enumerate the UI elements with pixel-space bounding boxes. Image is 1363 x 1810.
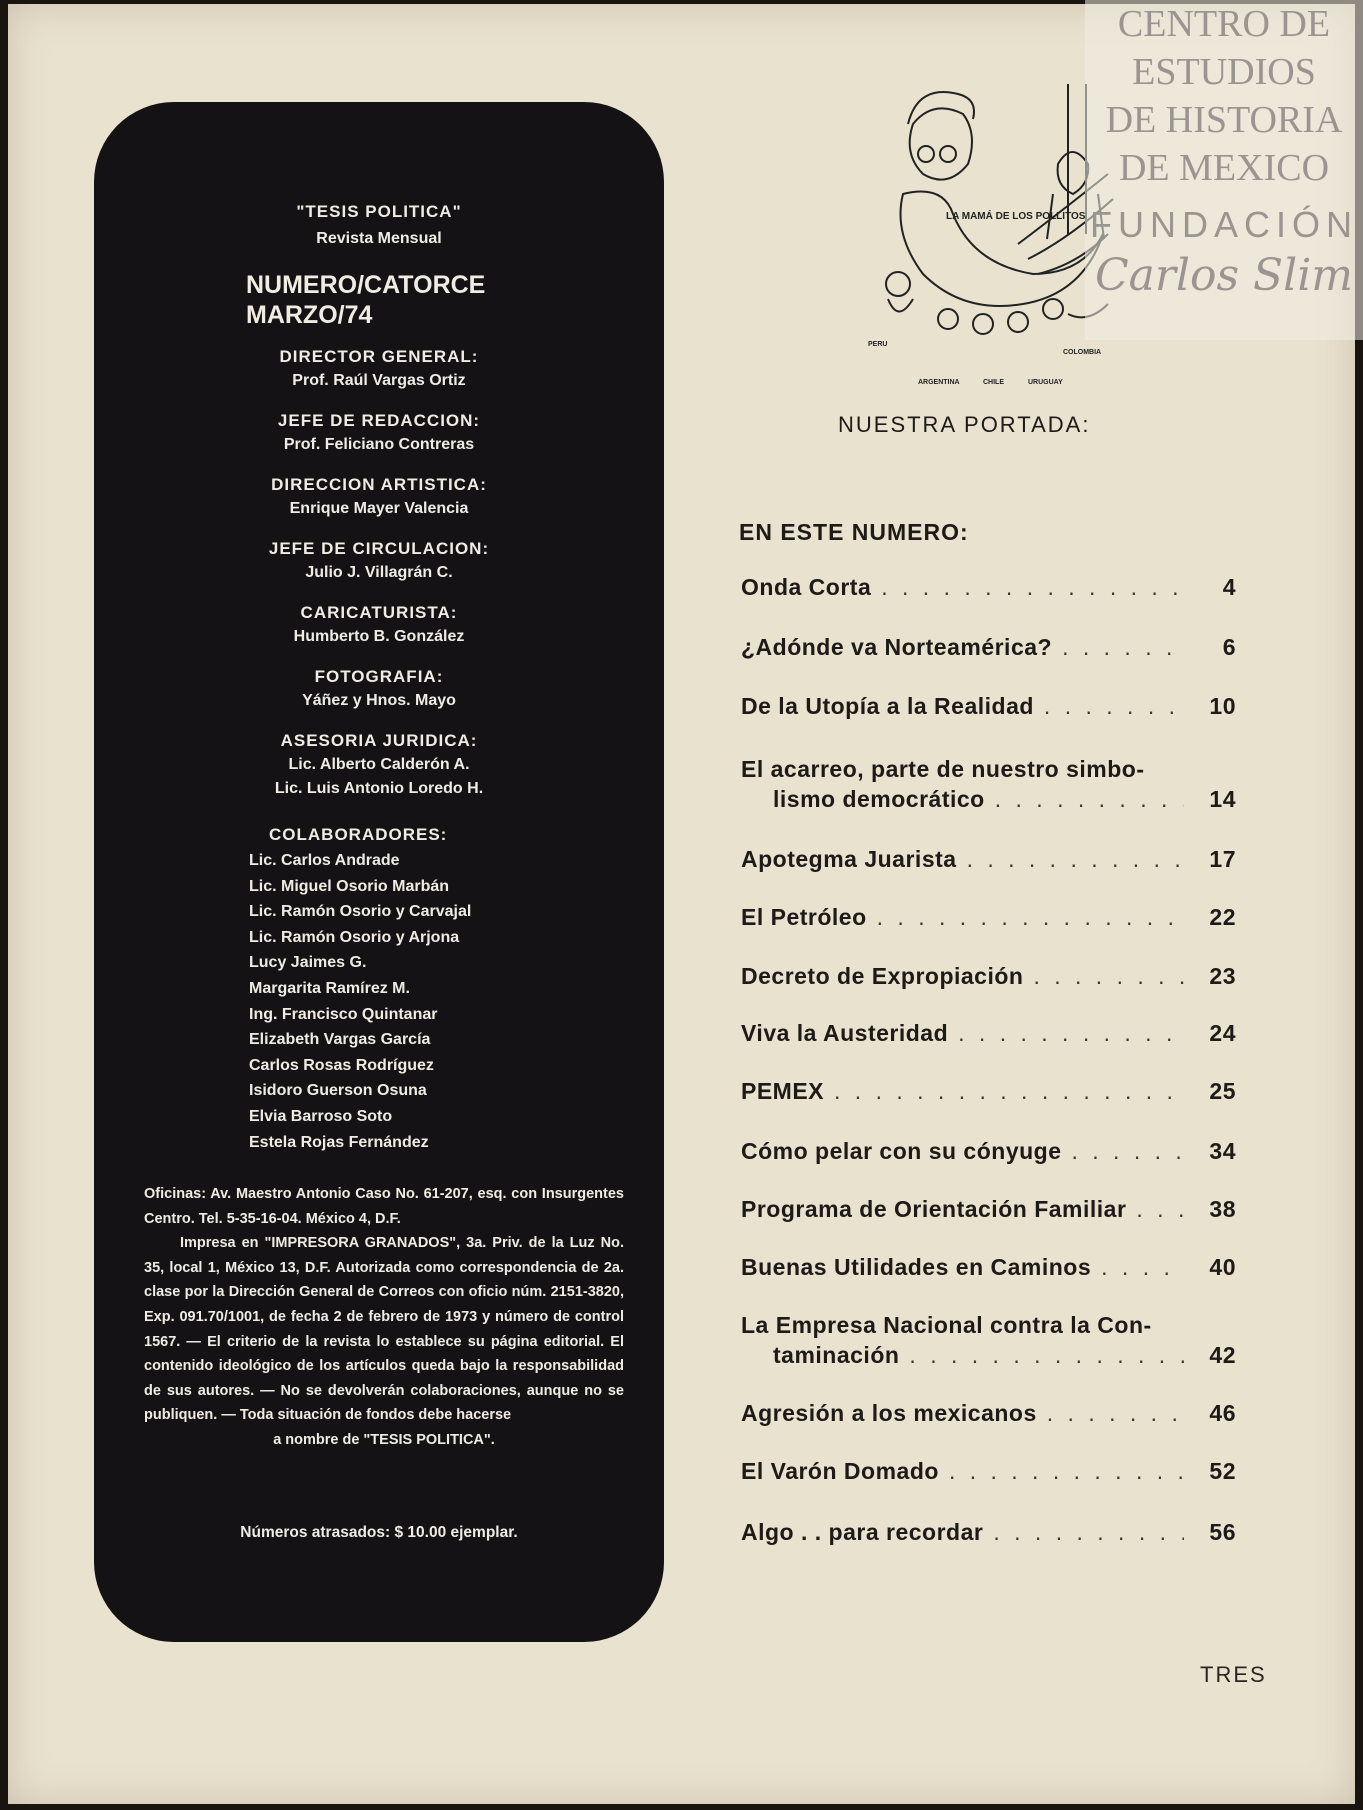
toc-entry-title-continued: lismo democrático (773, 786, 985, 812)
toc-entry-title: De la Utopía a la Realidad (741, 693, 1034, 719)
toc-leader (993, 1519, 1184, 1546)
toc-entry-title: Apotegma Juarista (741, 846, 957, 872)
collaborator-name: Lucy Jaimes G. (249, 954, 367, 972)
collaborator-name: Ing. Francisco Quintanar (249, 1005, 438, 1023)
toc-entry-title: El Petróleo (741, 904, 867, 930)
toc-entry-title: El Varón Domado (741, 1458, 939, 1484)
toc-entry-page: 4 (1222, 574, 1236, 600)
staff-name: Humberto B. González (293, 628, 465, 645)
toc-entry-title: Buenas Utilidades en Caminos (741, 1254, 1092, 1280)
collaborators-list (249, 822, 471, 1155)
watermark-line: DE HISTORIA (1105, 99, 1343, 141)
toc-entry-page: 56 (1209, 1519, 1236, 1545)
staff-role: JEFE DE REDACCION: (277, 411, 481, 430)
toc-entry-title: Algo . . para recordar (741, 1519, 984, 1545)
toc-entry-title-continued: taminación (773, 1342, 900, 1368)
staff-role: DIRECTOR GENERAL: (279, 347, 479, 366)
collaborator-name: Lic. Ramón Osorio y Carvajal (249, 903, 472, 921)
staff-name: Julio J. Villagrán C. (305, 564, 453, 581)
toc-entry[interactable] (741, 846, 1236, 876)
toc-entry-page: 40 (1209, 1254, 1236, 1280)
collaborator-name: Isidoro Guerson Osuna (249, 1082, 427, 1100)
toc-leader (877, 904, 1184, 931)
toc-entry[interactable] (741, 756, 1236, 816)
watermark-foundation: FUNDACIÓN (1090, 204, 1358, 245)
staff-name: Enrique Mayer Valencia (289, 500, 469, 517)
toc-entry-page: 17 (1209, 846, 1236, 872)
collaborator-name: Estela Rojas Fernández (249, 1133, 429, 1151)
toc-entry-page: 10 (1209, 693, 1236, 719)
staff-role: JEFE DE CIRCULACION: (268, 539, 490, 558)
collaborator-name: Lic. Carlos Andrade (249, 852, 400, 869)
toc-entry[interactable] (741, 1458, 1236, 1488)
watermark-signature: Carlos Slim (1094, 250, 1354, 301)
toc-entry[interactable] (741, 1400, 1236, 1430)
collaborator-name: Elvia Barroso Soto (249, 1107, 393, 1125)
toc-entry-page: 42 (1209, 1342, 1236, 1368)
toc-entry-title: PEMEX (741, 1078, 825, 1104)
staff-role: CARICATURISTA: (300, 603, 458, 622)
toc-entry-page: 23 (1209, 963, 1236, 989)
collaborator-name: Elizabeth Vargas García (249, 1031, 431, 1049)
toc-entry-title: Viva la Austeridad (741, 1020, 949, 1046)
toc-entry[interactable] (741, 634, 1236, 664)
collaborators-title: COLABORADORES: (269, 825, 448, 844)
toc-entry[interactable] (741, 963, 1236, 993)
toc-leader (1062, 634, 1184, 661)
cartoon-caption: URUGUAY (1028, 379, 1063, 386)
staff-name: Yáñez y Hnos. Mayo (302, 692, 456, 709)
legal-funds: a nombre de "TESIS POLITICA". (273, 1431, 495, 1448)
collaborator-name: Lic. Ramón Osorio y Arjona (249, 928, 460, 946)
toc-entry[interactable] (741, 574, 1236, 604)
toc-entry-page: 24 (1209, 1020, 1236, 1046)
toc-entry[interactable] (741, 1312, 1236, 1372)
issue-info (246, 270, 485, 330)
archive-watermark (1085, 0, 1363, 340)
toc-leader (834, 1078, 1184, 1105)
toc-entry-title: La Empresa Nacional contra la Con- (741, 1312, 1152, 1338)
toc-entry[interactable] (741, 1020, 1236, 1050)
toc-entry-page: 6 (1222, 634, 1236, 660)
cartoon-caption: PERU (868, 341, 888, 348)
cartoon-caption: CHILE (983, 379, 1004, 386)
staff-role: ASESORIA JURIDICA: (280, 731, 478, 750)
toc-entry-title: Programa de Orientación Familiar (741, 1196, 1127, 1222)
toc-leader (1033, 963, 1184, 990)
toc-entry-page: 25 (1209, 1078, 1236, 1104)
cartoon-caption: COLOMBIA (1063, 349, 1102, 356)
toc-entry-title: Decreto de Expropiación (741, 963, 1024, 989)
toc-entry-page: 34 (1209, 1138, 1236, 1164)
legal-printing: Impresa en "IMPRESORA GRANADOS", 3a. Priv. de la Luz No. 35, local 1, México 13, D.F. Autorizada como correspondencia de 2a. clase por la Dirección General de Correos con oficio núm. 2151-3820, Exp. 091.70/1001, de fecha 2 de febrero de 1973 y número de control 1567. — El criterio de la revista lo establece su página editorial. El contenido ideológico de los artículos queda bajo la responsabilidad de sus autores. — No se devolverán colaboraciones, aunque no se publiquen. — Toda situación de fondos debe hacerse (144, 1235, 624, 1424)
page-number-word: TRES (1200, 1662, 1267, 1687)
toc-leader (1047, 1400, 1184, 1427)
toc-leader (1044, 693, 1184, 720)
magazine-title: "TESIS POLITICA" (296, 202, 462, 221)
staff-name: Prof. Raúl Vargas Ortiz (292, 372, 466, 389)
toc-entry[interactable] (741, 1138, 1236, 1168)
toc-entry-title: ¿Adónde va Norteamérica? (741, 634, 1053, 660)
toc-entry-page: 46 (1209, 1400, 1236, 1426)
toc-entry[interactable] (741, 693, 1236, 723)
toc-leader (949, 1458, 1184, 1485)
toc-entry-page: 38 (1209, 1196, 1236, 1222)
legal-offices: Oficinas: Av. Maestro Antonio Caso No. 61-207, esq. con Insurgentes Centro. Tel. 5-35-16-04. México 4, D.F. (144, 1186, 624, 1227)
toc-leader (909, 1342, 1184, 1369)
cover-label: NUESTRA PORTADA: (838, 412, 1091, 437)
toc-entry[interactable] (741, 1078, 1236, 1108)
staff-name: Prof. Feliciano Contreras (283, 436, 475, 453)
collaborator-name: Margarita Ramírez M. (249, 979, 410, 997)
collaborator-name: Carlos Rosas Rodríguez (249, 1056, 434, 1074)
toc-entry-title: Onda Corta (741, 574, 872, 600)
toc-leader (1101, 1254, 1184, 1281)
toc-leader (958, 1020, 1184, 1047)
toc-leader (1136, 1196, 1184, 1223)
toc-entry-page: 14 (1209, 786, 1236, 812)
watermark-line: CENTRO DE (1117, 3, 1331, 45)
issue-date: MARZO/74 (246, 301, 373, 329)
toc-entry-title: El acarreo, parte de nuestro simbo- (741, 756, 1145, 782)
toc-entry[interactable] (741, 1196, 1236, 1226)
toc-leader (967, 846, 1184, 873)
toc-leader (1072, 1138, 1185, 1165)
toc-entry-title: Cómo pelar con su cónyuge (741, 1138, 1062, 1164)
staff-name: Lic. Alberto Calderón A. (288, 756, 470, 773)
toc-entry-page: 52 (1209, 1458, 1236, 1484)
issue-number: NUMERO/CATORCE (246, 271, 486, 299)
masthead-panel (94, 102, 664, 1642)
staff-role: FOTOGRAFIA: (314, 667, 444, 686)
watermark-line: DE MEXICO (1118, 147, 1330, 189)
toc-entry-title: Agresión a los mexicanos (741, 1400, 1037, 1426)
legal-notice (144, 1182, 624, 1453)
toc-entry-page: 22 (1209, 904, 1236, 930)
collaborator-name: Lic. Miguel Osorio Marbán (249, 877, 450, 895)
toc-leader (881, 574, 1184, 601)
cartoon-caption: ARGENTINA (918, 379, 960, 386)
staff-role: DIRECCION ARTISTICA: (271, 475, 487, 494)
toc-entry[interactable] (741, 1254, 1236, 1284)
toc-leader (995, 786, 1184, 813)
toc-entry[interactable] (741, 904, 1236, 934)
back-issues-price: Números atrasados: $ 10.00 ejemplar. (240, 1524, 518, 1541)
watermark-line: ESTUDIOS (1132, 51, 1316, 93)
toc-entry[interactable] (741, 1519, 1236, 1549)
staff-name: Lic. Luis Antonio Loredo H. (274, 780, 484, 797)
toc-title: EN ESTE NUMERO: (739, 519, 969, 545)
staff-list (94, 345, 664, 801)
cartoon-caption: LA MAMÁ DE LOS POLLITOS (946, 211, 1086, 222)
magazine-subtitle: Revista Mensual (316, 230, 442, 247)
